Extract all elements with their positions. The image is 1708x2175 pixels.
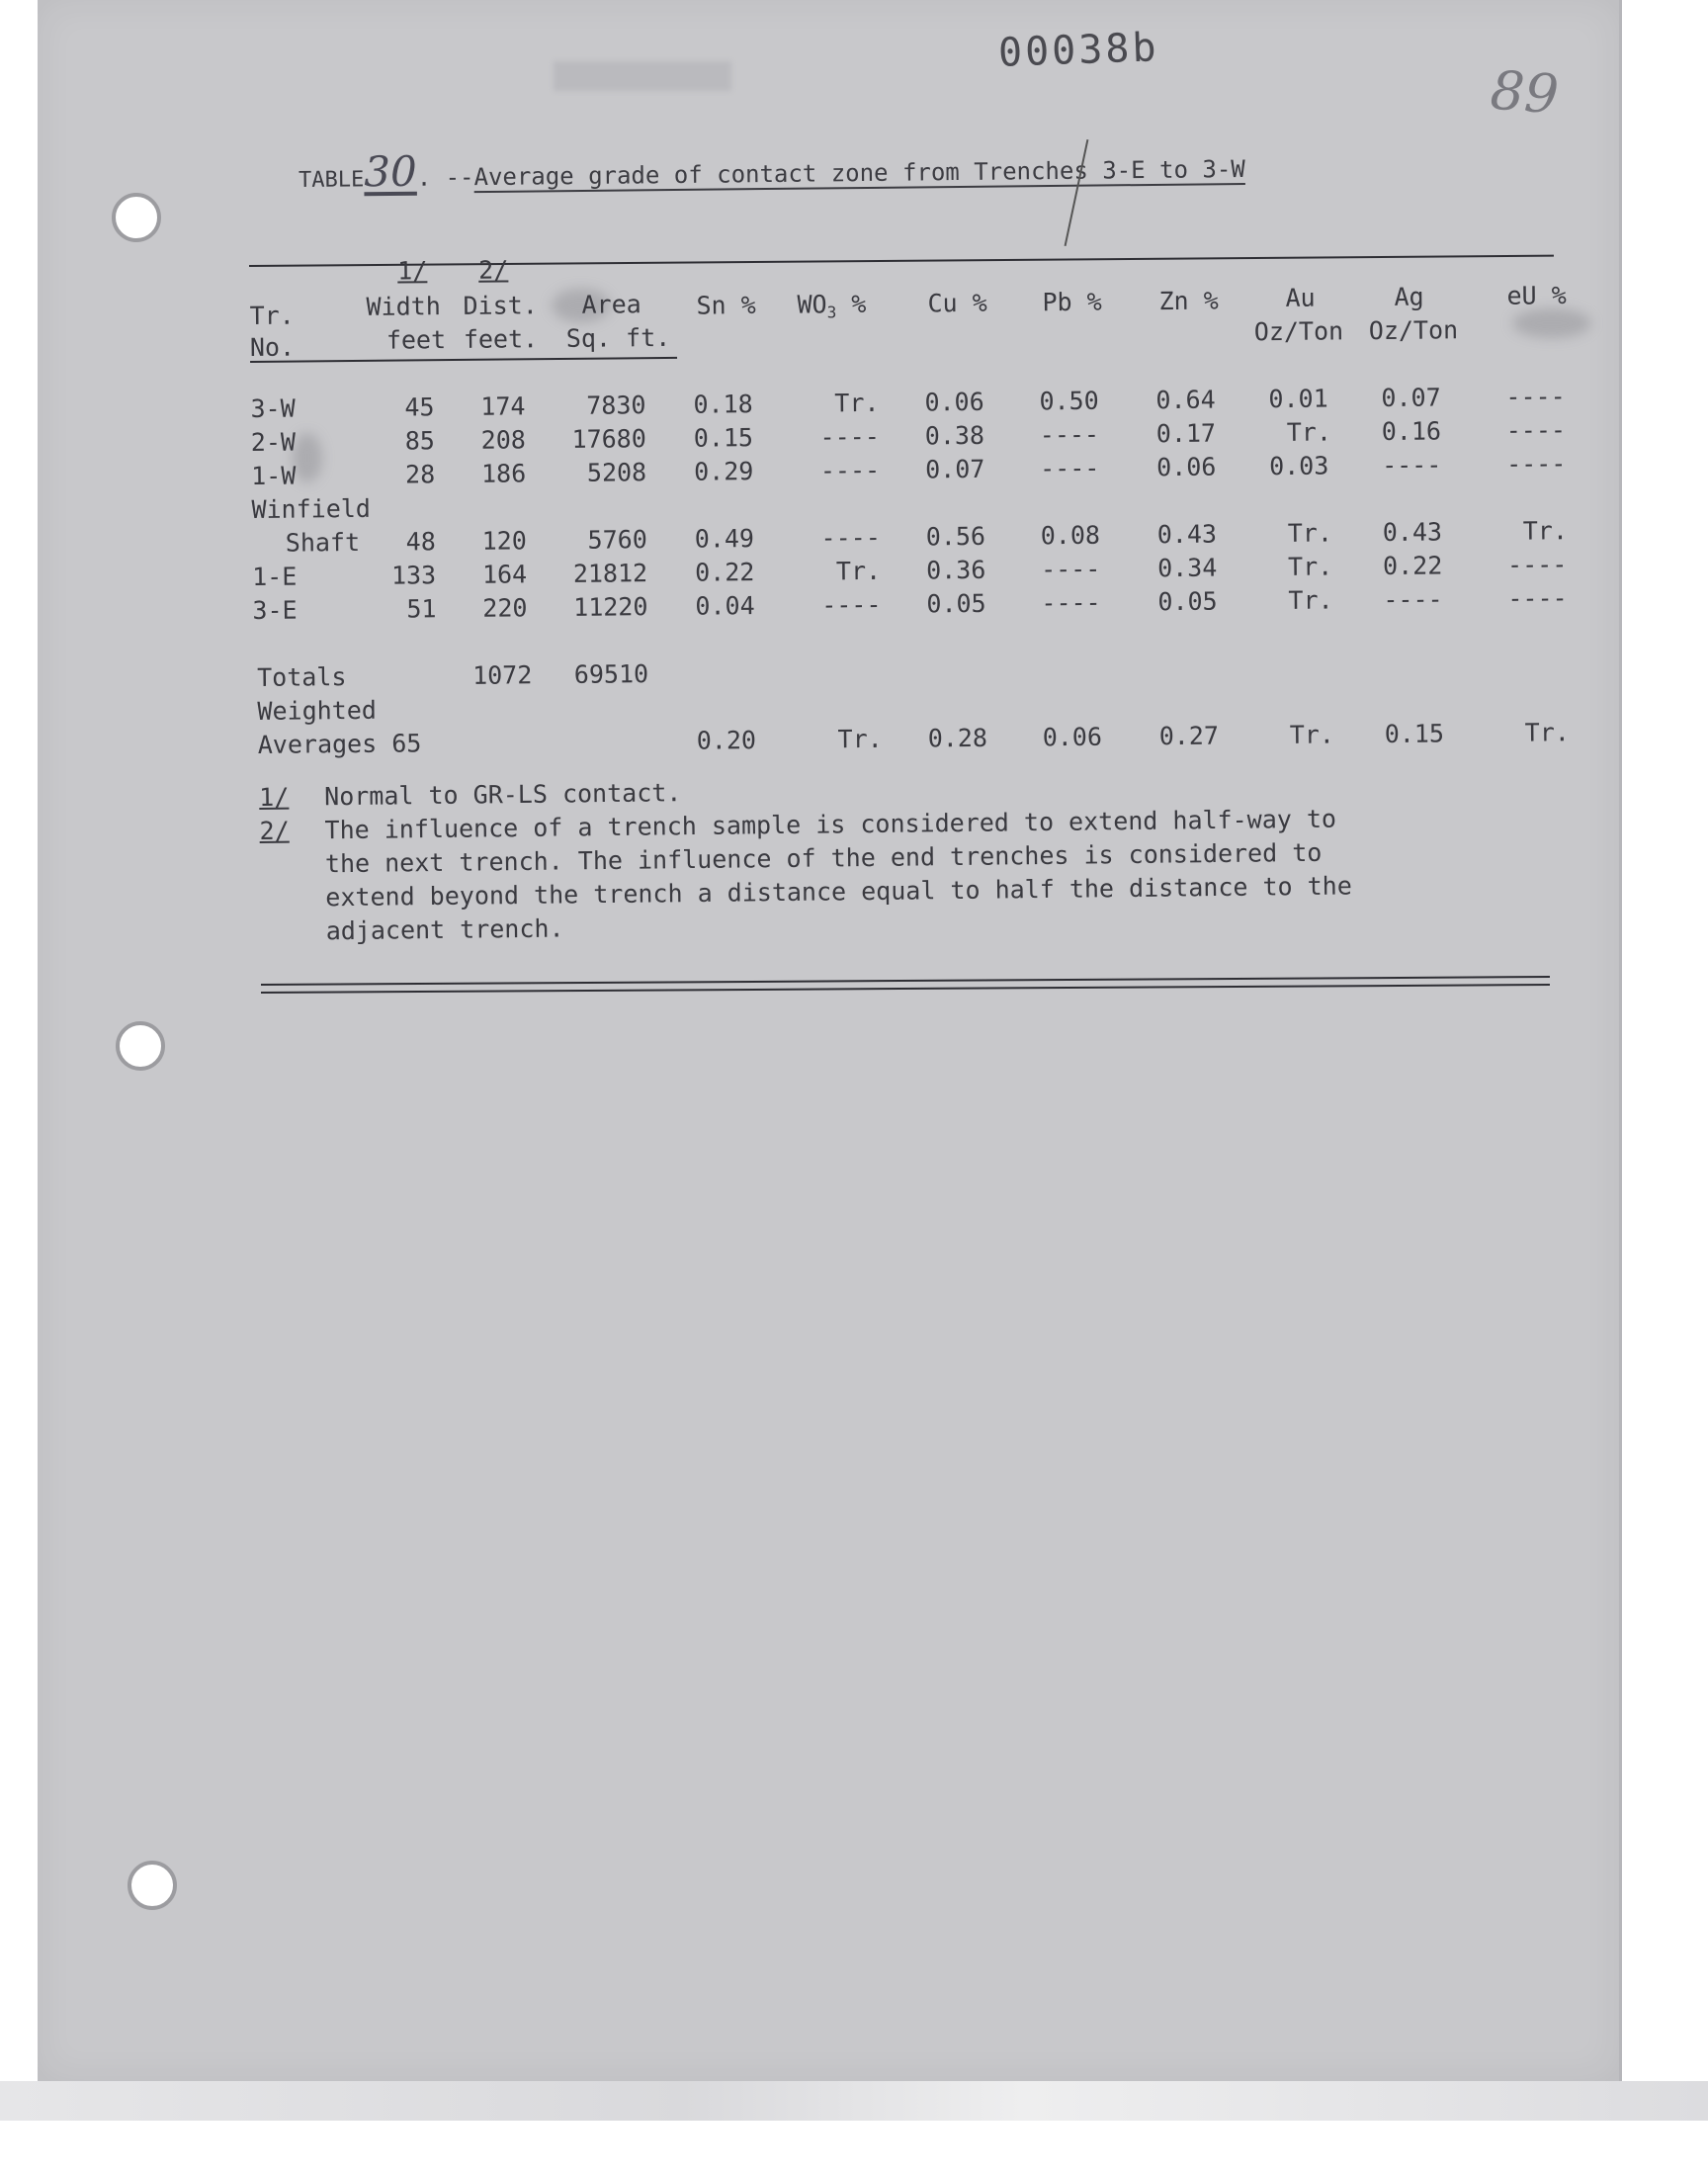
- cell-area: 7830: [586, 391, 646, 420]
- header-pb: Pb %: [1042, 287, 1102, 317]
- cell-cu: 0.06: [924, 387, 984, 417]
- avg-cu: 0.28: [927, 723, 988, 753]
- cell-au: Tr.: [1287, 552, 1333, 581]
- cell-width: 85: [404, 426, 435, 456]
- cell-wo3: ----: [821, 589, 882, 620]
- cell-dist: 120: [481, 526, 527, 556]
- cell-eu: Tr.: [1522, 516, 1569, 546]
- header-cu: Cu %: [927, 288, 987, 318]
- cell-sn: 0.18: [693, 390, 753, 419]
- cell-pb: 0.50: [1039, 386, 1099, 416]
- header-area-unit: Sq. ft.: [565, 322, 671, 353]
- avg-sn: 0.20: [696, 726, 757, 755]
- averages-label: Averages 65: [257, 729, 422, 759]
- footnote-line: The influence of a trench sample is considered to extend half-way to: [324, 804, 1337, 845]
- avg-ag: 0.15: [1384, 719, 1445, 748]
- cell-wo3: Tr.: [834, 388, 880, 418]
- cell-pb: ----: [1040, 554, 1101, 584]
- avg-zn: 0.27: [1158, 721, 1220, 751]
- punch-hole-bottom: [128, 1861, 177, 1910]
- header-dist: Dist.: [463, 291, 538, 320]
- cell-tr: 1-E: [252, 562, 298, 591]
- header-eu: eU %: [1506, 281, 1567, 310]
- cell-zn: 0.05: [1157, 586, 1218, 617]
- cell-ag: ----: [1381, 450, 1442, 480]
- cell-wo3: ----: [819, 455, 881, 485]
- cell-sn: 0.22: [694, 558, 755, 587]
- punch-hole-top: [112, 193, 161, 242]
- handwritten-page-number: 89: [1488, 58, 1561, 127]
- header-dist-footnote: 2/: [478, 255, 509, 285]
- footnote-line: adjacent trench.: [325, 914, 564, 946]
- cell-tr: 1-W: [251, 461, 297, 490]
- cell-dist: 164: [481, 560, 528, 589]
- header-zn: Zn %: [1158, 286, 1219, 316]
- header-width-footnote: 1/: [397, 256, 428, 286]
- punch-hole-middle: [116, 1021, 165, 1071]
- cell-ag: ----: [1383, 584, 1443, 615]
- cell-cu: 0.38: [924, 420, 985, 451]
- totals-label: Totals: [256, 662, 347, 692]
- cell-tr: 2-W: [250, 427, 297, 457]
- scan-bottom-strip: [0, 2081, 1708, 2121]
- avg-wo3: Tr.: [837, 724, 883, 754]
- cell-au: 0.03: [1268, 451, 1329, 481]
- cell-wo3: ----: [819, 421, 880, 452]
- cell-dist: 220: [482, 593, 528, 623]
- cell-ag: 0.22: [1382, 551, 1443, 581]
- cell-zn: 0.34: [1156, 553, 1218, 583]
- header-ag-unit: Oz/Ton: [1368, 315, 1459, 346]
- avg-eu: Tr.: [1524, 718, 1571, 747]
- cell-ag: 0.16: [1381, 416, 1442, 447]
- header-tr: Tr.: [249, 301, 295, 330]
- cell-area: 21812: [572, 559, 648, 588]
- cell-cu: 0.05: [926, 588, 986, 619]
- cell-ag: 0.43: [1382, 517, 1443, 548]
- cell-au: 0.01: [1268, 384, 1328, 414]
- cell-area: 17680: [571, 424, 646, 454]
- cell-wo3: ----: [820, 522, 881, 553]
- title-separator: . --: [416, 163, 474, 192]
- cell-wo3: Tr.: [835, 556, 882, 586]
- cell-tr: Winfield: [251, 493, 372, 524]
- cell-pb: ----: [1039, 453, 1100, 483]
- footnotes: [259, 767, 1487, 949]
- totals-area: 69510: [573, 659, 649, 689]
- cell-au: Tr.: [1287, 518, 1333, 548]
- cell-sn: 0.04: [695, 591, 755, 621]
- cell-area: 11220: [573, 592, 648, 622]
- cell-eu: ----: [1506, 550, 1568, 579]
- cell-zn: 0.43: [1156, 519, 1218, 550]
- cell-au: Tr.: [1286, 417, 1332, 447]
- cell-cu: 0.07: [925, 454, 985, 484]
- cell-zn: 0.64: [1155, 385, 1216, 415]
- cell-width: 45: [404, 392, 435, 422]
- cell-eu: ----: [1505, 415, 1567, 445]
- cell-pb: 0.08: [1040, 520, 1101, 551]
- totals-dist: 1072: [471, 660, 533, 690]
- grade-table: [249, 239, 1579, 766]
- cell-zn: 0.17: [1155, 418, 1217, 449]
- cell-dist: 174: [480, 392, 526, 421]
- cell-width: 133: [390, 561, 437, 590]
- header-area: Area: [581, 290, 641, 319]
- cell-eu: ----: [1505, 382, 1566, 411]
- header-ag: Ag: [1394, 282, 1424, 311]
- header-wo3: $WO_3$ %: [797, 290, 867, 322]
- header-width: Width: [366, 292, 441, 321]
- cell-area: 5208: [586, 458, 647, 487]
- cell-width: 48: [405, 527, 436, 557]
- footnote-text: [324, 801, 1486, 948]
- cell-zn: 0.06: [1155, 452, 1217, 482]
- cell-ag: 0.07: [1381, 383, 1441, 413]
- cell-sn: 0.15: [693, 423, 754, 453]
- cell-width: 28: [404, 460, 436, 489]
- cell-dist: 208: [480, 425, 526, 455]
- header-no: No.: [249, 332, 296, 362]
- table-label: TABLE: [298, 167, 365, 193]
- footnote-mark: 1/: [259, 782, 290, 812]
- document-stamp-number: 00038b: [997, 25, 1160, 76]
- header-au: Au: [1285, 283, 1316, 312]
- footnote-line: extend beyond the trench a distance equal to half the distance to the: [325, 871, 1352, 913]
- cell-eu: ----: [1505, 449, 1567, 478]
- cell-cu: 0.56: [925, 521, 986, 552]
- cell-cu: 0.36: [925, 555, 986, 585]
- cell-dist: 186: [480, 459, 527, 488]
- cell-eu: ----: [1507, 583, 1568, 613]
- header-rule: [250, 357, 677, 363]
- avg-au: Tr.: [1289, 720, 1335, 749]
- cell-width: 51: [406, 594, 437, 624]
- header-sn: Sn %: [696, 291, 756, 320]
- header-dist-unit: feet.: [463, 324, 539, 354]
- cell-sn: 0.29: [694, 457, 754, 486]
- header-width-unit: feet: [385, 325, 447, 355]
- footnote-2: [259, 801, 1486, 949]
- cell-tr-continued: Shaft: [285, 527, 361, 558]
- weighted-label: Weighted: [257, 695, 378, 726]
- cell-pb: ----: [1039, 419, 1100, 450]
- footnote-text: Normal to GR-LS contact.: [324, 778, 682, 812]
- table-number: 30: [363, 146, 417, 197]
- cell-area: 5760: [587, 525, 647, 555]
- footnote-mark: 2/: [259, 816, 290, 845]
- cell-au: Tr.: [1288, 585, 1333, 615]
- faint-stamp-mark: [554, 61, 731, 91]
- cell-sn: 0.49: [694, 524, 755, 554]
- title-text: Average grade of contact zone from Trenches 3-E to 3-W: [473, 154, 1245, 192]
- avg-pb: 0.06: [1042, 722, 1103, 752]
- header-au-unit: Oz/Ton: [1253, 316, 1344, 347]
- cell-tr: 3-W: [250, 393, 296, 423]
- footnote-line: the next trench. The influence of the end trenches is considered to: [324, 837, 1323, 879]
- cell-pb: ----: [1041, 587, 1101, 618]
- cell-tr: 3-E: [252, 595, 298, 625]
